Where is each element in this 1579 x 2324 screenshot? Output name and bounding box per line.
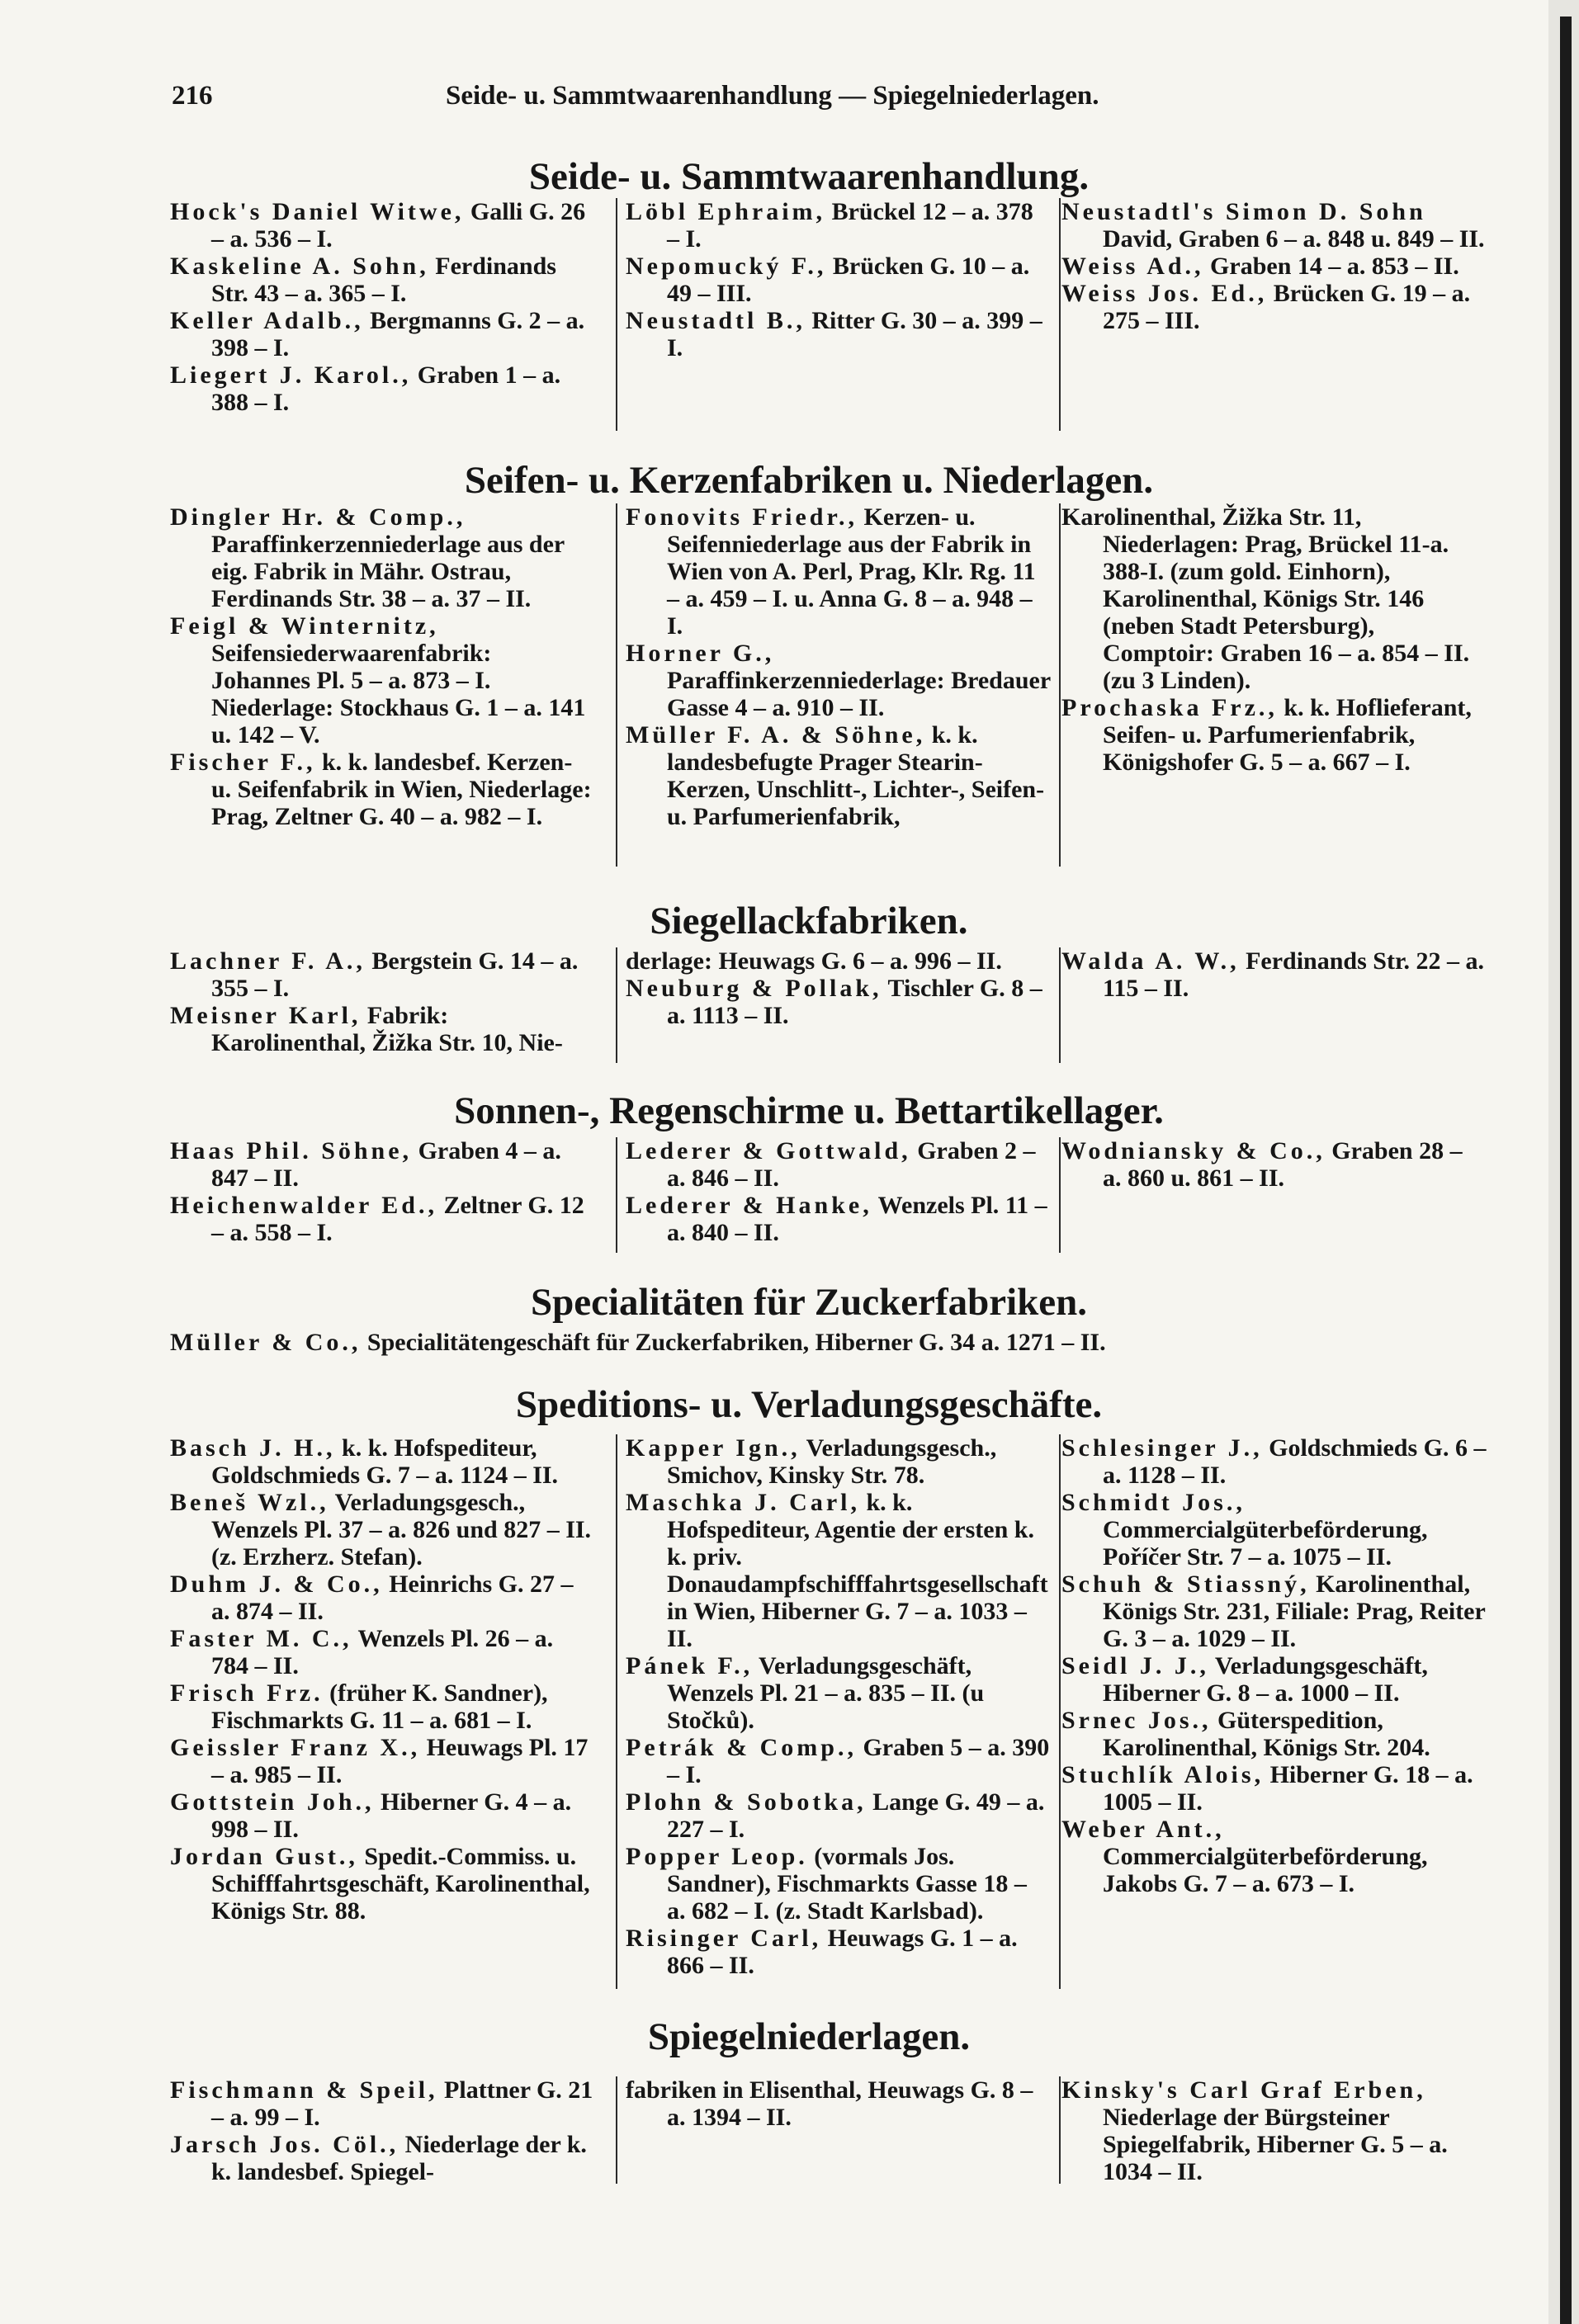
section-column [1061, 2076, 1487, 2185]
directory-entry: Plohn & Sobotka, Lange G. 49 – a. 227 – I. [626, 1788, 1045, 1843]
directory-entry: Schlesinger J., Goldschmieds G. 6 – a. 1128 – II. [1061, 1434, 1487, 1489]
section-column [616, 1137, 1061, 1253]
section-column [1061, 947, 1487, 1002]
directory-entry: Fonovits Friedr., Kerzen- u. Seifenniederlage aus der Fabrik in Wien von A. Perl, Prag, Klr. Rg. 11 – a. 459 – I. u. Anna G. 8 – a. 948 – I. [626, 503, 1036, 640]
directory-entry: Liegert J. Karol., Graben 1 – a. 388 – I. [170, 361, 561, 416]
section-column [616, 503, 1061, 867]
section-column [616, 198, 1061, 431]
section-column [1061, 503, 1487, 776]
section-heading: Seide- u. Sammtwaarenhandlung. [528, 155, 1090, 198]
section-column [1061, 1137, 1487, 1192]
directory-entry: Frisch Frz. (früher K. Sandner), Fischmarkts G. 11 – a. 681 – I. [170, 1679, 548, 1734]
directory-entry: Schuh & Stiassný, Karolinenthal, Königs Str. 231, Filiale: Prag, Reiter G. 3 – a. 1029 – II. [1061, 1571, 1486, 1652]
directory-entry: Seidl J. J., Verladungsgeschäft, Hiberner G. 8 – a. 1000 – II. [1061, 1652, 1428, 1707]
directory-entry: Kaskeline A. Sohn, Ferdinands Str. 43 – a. 365 – I. [170, 253, 556, 307]
directory-entry: Risinger Carl, Heuwags G. 1 – a. 866 – II. [626, 1925, 1018, 1979]
directory-entry: Popper Leop. (vormals Jos. Sandner), Fischmarkts Gasse 18 – a. 682 – I. (z. Stadt Karlsbad). [626, 1843, 1027, 1925]
section-column [616, 947, 1061, 1063]
section-column [616, 1434, 1061, 1989]
section-column [170, 2076, 595, 2185]
directory-entry: Karolinenthal, Žižka Str. 11, Niederlagen: Prag, Brückel 11-a. 388-I. (zum gold. Einhorn), Karolinenthal, Königs Str. 146 (neben Stadt Petersburg), Comptoir: Graben 16 – a. 854 – II. (zu 3 Linden). [1061, 503, 1470, 694]
directory-entry: Weiss Ad., Graben 14 – a. 853 – II. [1061, 253, 1459, 280]
binding-bar [1560, 17, 1572, 2324]
directory-entry: Neustadtl's Simon D. Sohn David, Graben 6 – a. 848 u. 849 – II. [1061, 198, 1485, 253]
directory-entry: Kapper Ign., Verladungsgesch., Smichov, Kinsky Str. 78. [626, 1434, 997, 1489]
directory-entry: Lachner F. A., Bergstein G. 14 – a. 355 – I. [170, 947, 579, 1002]
directory-entry: Horner G., Paraffinkerzenniederlage: Bredauer Gasse 4 – a. 910 – II. [626, 640, 1051, 721]
directory-entry: fabriken in Elisenthal, Heuwags G. 8 – a. 1394 – II. [626, 2076, 1033, 2131]
directory-entry: Duhm J. & Co., Heinrichs G. 27 – a. 874 – II. [170, 1571, 574, 1625]
directory-entry: Prochaska Frz., k. k. Hoflieferant, Seifen- u. Parfumerienfabrik, Königshofer G. 5 – a. 667 – I. [1061, 694, 1472, 776]
directory-entry: Geissler Franz X., Heuwags Pl. 17 – a. 985 – II. [170, 1734, 589, 1788]
section-column [170, 1329, 1458, 1356]
directory-entry: Feigl & Winternitz, Seifensiederwaarenfabrik: Johannes Pl. 5 – a. 873 – I. Niederlage: Stockhaus G. 1 – a. 141 u. 142 – V. [170, 612, 586, 749]
section-column [1061, 1434, 1487, 1897]
section-column [170, 198, 595, 416]
page-number: 216 [172, 81, 213, 111]
directory-entry: Jordan Gust., Spedit.-Commiss. u. Schifffahrtsgeschäft, Karolinenthal, Königs Str. 88. [170, 1843, 590, 1925]
directory-entry: Haas Phil. Söhne, Graben 4 – a. 847 – II. [170, 1137, 561, 1192]
section-column [170, 1137, 595, 1246]
directory-entry: Fischer F., k. k. landesbef. Kerzen- u. Seifenfabrik in Wien, Niederlage: Prag, Zeltner G. 40 – a. 982 – I. [170, 749, 592, 830]
directory-entry: derlage: Heuwags G. 6 – a. 996 – II. [626, 947, 1002, 975]
directory-entry: Basch J. H., k. k. Hofspediteur, Goldschmieds G. 7 – a. 1124 – II. [170, 1434, 559, 1489]
section-column [170, 503, 595, 830]
directory-entry: Walda A. W., Ferdinands Str. 22 – a. 115 – II. [1061, 947, 1485, 1002]
directory-entry: Lederer & Hanke, Wenzels Pl. 11 – a. 840 – II. [626, 1192, 1047, 1246]
directory-entry: Meisner Karl, Fabrik: Karolinenthal, Žižka Str. 10, Nie- [170, 1002, 563, 1056]
directory-entry: Weber Ant., Commercialgüterbeförderung, Jakobs G. 7 – a. 673 – I. [1061, 1816, 1428, 1897]
directory-entry: Maschka J. Carl, k. k. Hofspediteur, Agentie der ersten k. k. priv. Donaudampfschifffahrtsgesellschaft in Wien, Hiberner G. 7 – a. 1033 – II. [626, 1489, 1048, 1652]
directory-entry: Dingler Hr. & Comp., Paraffinkerzenniederlage aus der eig. Fabrik in Mähr. Ostrau, Ferdinands Str. 38 – a. 37 – II. [170, 503, 565, 612]
section-heading: Seifen- u. Kerzenfabriken u. Niederlagen. [464, 459, 1154, 502]
section-heading: Speditions- u. Verladungsgeschäfte. [515, 1383, 1103, 1426]
directory-entry: Stuchlík Alois, Hiberner G. 18 – a. 1005 – II. [1061, 1761, 1473, 1816]
directory-entry: Müller F. A. & Söhne, k. k. landesbefugte Prager Stearin-Kerzen, Unschlitt-, Lichter-, Seifen- u. Parfumerienfabrik, [626, 721, 1045, 830]
section-column [1061, 198, 1487, 334]
directory-entry: Srnec Jos., Güterspedition, Karolinenthal, Königs Str. 204. [1061, 1707, 1430, 1761]
directory-entry: Jarsch Jos. Cöl., Niederlage der k. k. landesbef. Spiegel- [170, 2131, 587, 2185]
running-title: Seide- u. Sammtwaarenhandlung — Spiegelniederlagen. [446, 81, 1099, 111]
directory-entry: Neuburg & Pollak, Tischler G. 8 – a. 1113 – II. [626, 975, 1042, 1029]
directory-entry: Lederer & Gottwald, Graben 2 – a. 846 – II. [626, 1137, 1036, 1192]
directory-entry: Beneš Wzl., Verladungsgesch., Wenzels Pl. 37 – a. 826 und 827 – II. (z. Erzherz. Stefan). [170, 1489, 592, 1571]
directory-entry: Heichenwalder Ed., Zeltner G. 12 – a. 558 – I. [170, 1192, 584, 1246]
directory-entry: Keller Adalb., Bergmanns G. 2 – a. 398 – I. [170, 307, 585, 361]
directory-entry: Nepomucký F., Brücken G. 10 – a. 49 – III. [626, 253, 1030, 307]
section-heading: Sonnen-, Regenschirme u. Bettartikellager. [454, 1089, 1164, 1132]
section-heading: Spiegelniederlagen. [647, 2015, 971, 2058]
directory-entry: Petrák & Comp., Graben 5 – a. 390 – I. [626, 1734, 1050, 1788]
running-header [165, 81, 1453, 122]
section-column [616, 2076, 1061, 2184]
directory-entry: Kinsky's Carl Graf Erben, Niederlage der Bürgsteiner Spiegelfabrik, Hiberner G. 5 – a. 1034 – II. [1061, 2076, 1448, 2185]
section-column [170, 1434, 595, 1925]
section-heading: Specialitäten für Zuckerfabriken. [530, 1281, 1088, 1324]
directory-entry: Hock's Daniel Witwe, Galli G. 26 – a. 536 – I. [170, 198, 586, 253]
directory-entry: Pánek F., Verladungsgeschäft, Wenzels Pl. 21 – a. 835 – II. (u Stočků). [626, 1652, 985, 1734]
directory-entry: Neustadtl B., Ritter G. 30 – a. 399 – I. [626, 307, 1042, 361]
directory-entry: Weiss Jos. Ed., Brücken G. 19 – a. 275 – III. [1061, 280, 1471, 334]
directory-entry: Schmidt Jos., Commercialgüterbeförderung, Poříčer Str. 7 – a. 1075 – II. [1061, 1489, 1428, 1571]
directory-entry: Löbl Ephraim, Brückel 12 – a. 378 – I. [626, 198, 1033, 253]
directory-entry: Wodniansky & Co., Graben 28 – a. 860 u. 861 – II. [1061, 1137, 1463, 1192]
directory-entry: Müller & Co., Specialitätengeschäft für Zuckerfabriken, Hiberner G. 34 a. 1271 – II. [170, 1329, 1106, 1356]
page-edge [1548, 0, 1579, 2324]
section-heading: Siegellackfabriken. [650, 900, 968, 942]
directory-entry: Fischmann & Speil, Plattner G. 21 – a. 99 – I. [170, 2076, 593, 2131]
directory-entry: Faster M. C., Wenzels Pl. 26 – a. 784 – II. [170, 1625, 554, 1679]
directory-entry: Gottstein Joh., Hiberner G. 4 – a. 998 – II. [170, 1788, 572, 1843]
section-column [170, 947, 595, 1056]
